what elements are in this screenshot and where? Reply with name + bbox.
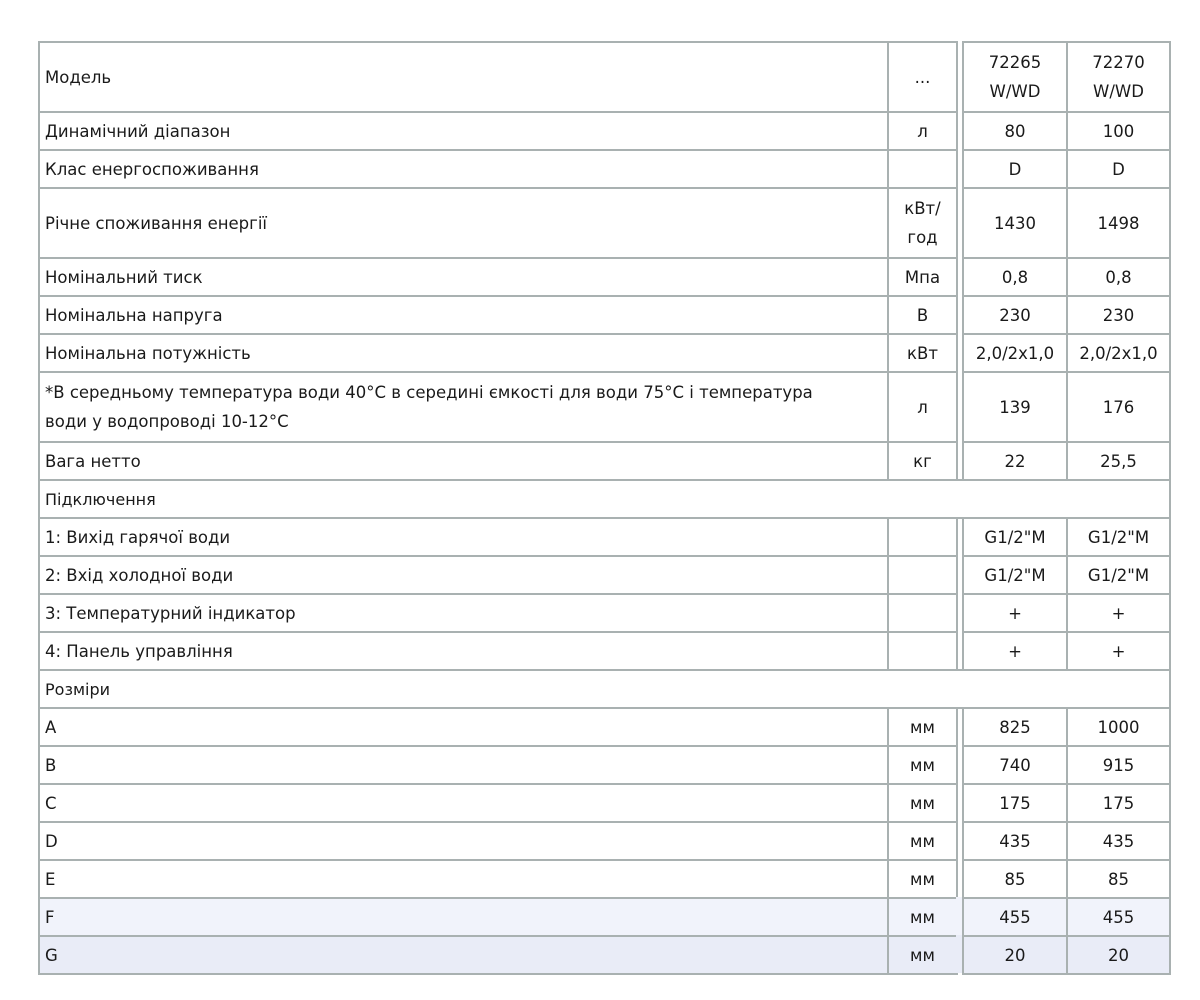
row-label: 2: Вхід холодної води	[38, 555, 889, 595]
row-unit: мм	[887, 897, 958, 937]
row-label: Номінальна напруга	[38, 295, 889, 335]
value-72265: 175	[962, 783, 1068, 823]
row-unit: л	[887, 111, 958, 151]
value-72265: 80	[962, 111, 1068, 151]
dimension-row	[38, 897, 1169, 935]
value-72270: +	[1066, 593, 1171, 633]
value-72265: G1/2"M	[962, 517, 1068, 557]
value-72265: 20	[962, 935, 1068, 975]
row-label: F	[38, 897, 889, 937]
value-72265: 435	[962, 821, 1068, 861]
row-unit: ...	[887, 41, 958, 113]
row-unit: мм	[887, 745, 958, 785]
value-72270: 915	[1066, 745, 1171, 785]
dimension-row	[38, 745, 1169, 783]
value-72270: G1/2"M	[1066, 555, 1171, 595]
row-unit: кг	[887, 441, 958, 481]
row-label: B	[38, 745, 889, 785]
dimension-row	[38, 707, 1169, 745]
spec-row	[38, 371, 1169, 441]
dimension-row	[38, 821, 1169, 859]
connection-row	[38, 555, 1169, 593]
section-title: Підключення	[38, 479, 1171, 519]
connection-row	[38, 631, 1169, 669]
dimension-row	[38, 783, 1169, 821]
spec-row	[38, 187, 1169, 257]
spec-table	[38, 41, 1169, 973]
row-label: 1: Вихід гарячої води	[38, 517, 889, 557]
row-unit: мм	[887, 783, 958, 823]
row-label: Динамічний діапазон	[38, 111, 889, 151]
section-header-connections	[38, 479, 1169, 517]
value-72270: G1/2"M	[1066, 517, 1171, 557]
row-label: *В середньому температура води 40°С в середині ємкості для води 75°С і температура води у водопроводі 10-12°С	[38, 371, 889, 443]
row-unit	[887, 517, 958, 557]
row-unit	[887, 149, 958, 189]
value-72270: +	[1066, 631, 1171, 671]
row-label: C	[38, 783, 889, 823]
row-label: Номінальна потужність	[38, 333, 889, 373]
connection-row	[38, 593, 1169, 631]
value-72270: 175	[1066, 783, 1171, 823]
row-label: Модель	[38, 41, 889, 113]
value-72265: +	[962, 631, 1068, 671]
row-unit: л	[887, 371, 958, 443]
value-72265: 825	[962, 707, 1068, 747]
value-72270: 100	[1066, 111, 1171, 151]
row-unit: мм	[887, 935, 958, 975]
value-72265: 455	[962, 897, 1068, 937]
dimension-row	[38, 859, 1169, 897]
spec-row	[38, 441, 1169, 479]
row-label: 4: Панель управління	[38, 631, 889, 671]
dimension-row	[38, 935, 1169, 973]
value-72270: 25,5	[1066, 441, 1171, 481]
spec-row-model	[38, 41, 1169, 111]
row-unit: Мпа	[887, 257, 958, 297]
value-72270: 85	[1066, 859, 1171, 899]
row-unit: мм	[887, 821, 958, 861]
value-72265: 22	[962, 441, 1068, 481]
value-72270: 2,0/2x1,0	[1066, 333, 1171, 373]
row-label: G	[38, 935, 889, 975]
value-72265: 2,0/2x1,0	[962, 333, 1068, 373]
value-72270: 72270 W/WD	[1066, 41, 1171, 113]
spec-row	[38, 257, 1169, 295]
value-72265: 740	[962, 745, 1068, 785]
section-title: Розміри	[38, 669, 1171, 709]
value-72270: D	[1066, 149, 1171, 189]
row-label: Клас енергоспоживання	[38, 149, 889, 189]
row-unit: кВт	[887, 333, 958, 373]
value-72270: 176	[1066, 371, 1171, 443]
value-72270: 20	[1066, 935, 1171, 975]
value-72265: 0,8	[962, 257, 1068, 297]
value-72270: 0,8	[1066, 257, 1171, 297]
row-unit	[887, 593, 958, 633]
spec-row	[38, 295, 1169, 333]
value-72265: G1/2"M	[962, 555, 1068, 595]
row-unit	[887, 555, 958, 595]
row-label: Річне споживання енергії	[38, 187, 889, 259]
row-label: A	[38, 707, 889, 747]
value-72270: 1000	[1066, 707, 1171, 747]
value-72265: 85	[962, 859, 1068, 899]
value-72265: 139	[962, 371, 1068, 443]
value-72270: 435	[1066, 821, 1171, 861]
value-72265: 230	[962, 295, 1068, 335]
value-72265: +	[962, 593, 1068, 633]
row-label: E	[38, 859, 889, 899]
value-72270: 230	[1066, 295, 1171, 335]
value-72270: 1498	[1066, 187, 1171, 259]
value-72265: 72265 W/WD	[962, 41, 1068, 113]
row-label: Номінальний тиск	[38, 257, 889, 297]
spec-row	[38, 333, 1169, 371]
row-unit: мм	[887, 859, 958, 899]
row-label: D	[38, 821, 889, 861]
spec-row	[38, 149, 1169, 187]
row-label: 3: Температурний індикатор	[38, 593, 889, 633]
row-label: Вага нетто	[38, 441, 889, 481]
value-72265: D	[962, 149, 1068, 189]
connection-row	[38, 517, 1169, 555]
section-header-dimensions	[38, 669, 1169, 707]
spec-row	[38, 111, 1169, 149]
value-72265: 1430	[962, 187, 1068, 259]
value-72270: 455	[1066, 897, 1171, 937]
row-unit: В	[887, 295, 958, 335]
row-unit: кВт/ год	[887, 187, 958, 259]
row-unit: мм	[887, 707, 958, 747]
row-unit	[887, 631, 958, 671]
